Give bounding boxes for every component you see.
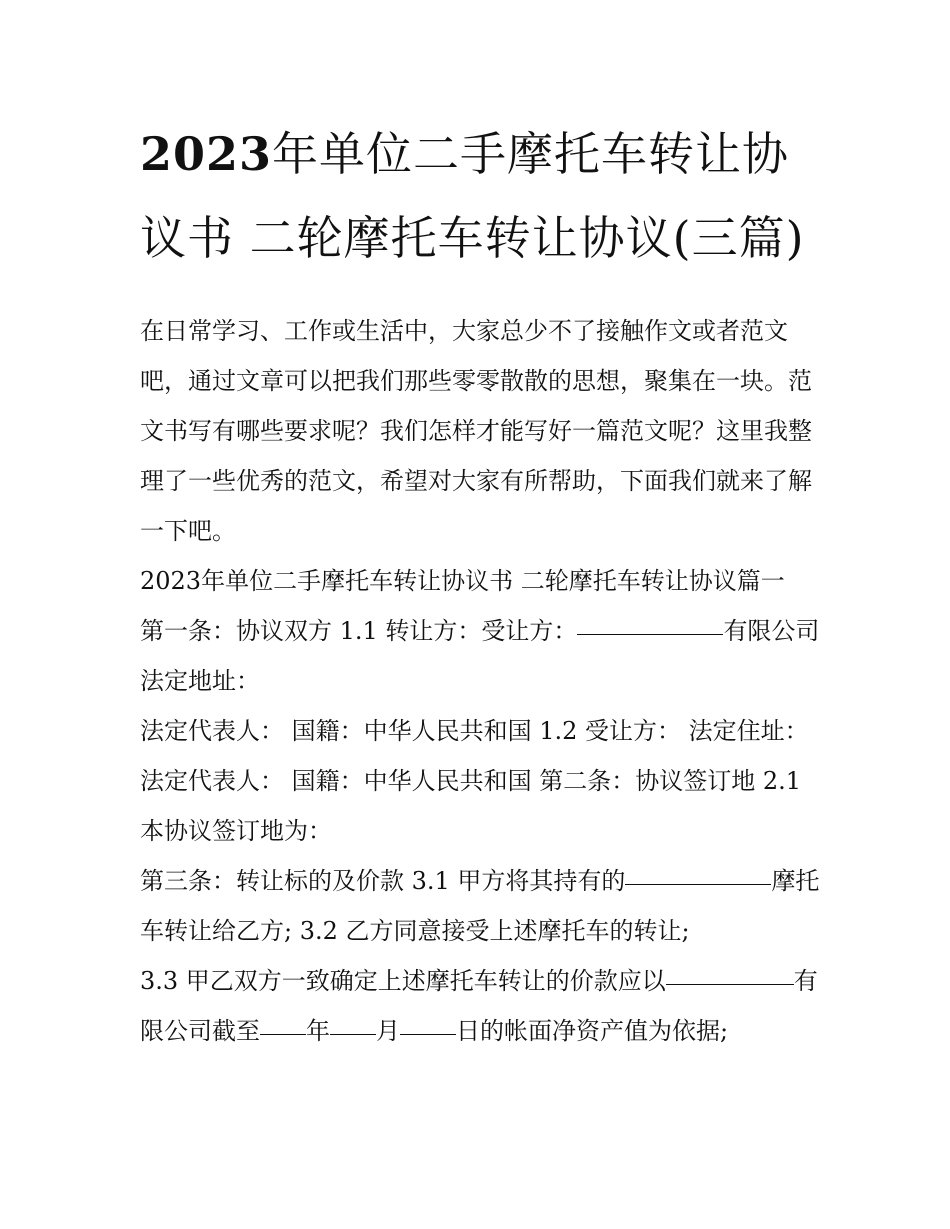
document-title <box>140 112 820 280</box>
clause-3-3-month: 月 <box>376 1017 400 1045</box>
clause-3-text-cont: 摩托车转让给乙方; 3.2 乙方同意接受上述摩托车的转让; <box>140 867 820 945</box>
clause-2-paragraph: 法定代表人： 国籍：中华人民共和国 1.2 受让方： 法定住址： 法定代表人： 国籍：中华人民共和国 第二条：协议签订地 2.1 本协议签订地为： <box>140 717 809 845</box>
title-text: 年单位二手摩托车转让协议书 二轮摩托车转让协议(三篇) <box>140 127 805 265</box>
clause-1-paragraph <box>140 606 820 706</box>
blank-line <box>400 1033 456 1035</box>
blank-line <box>666 983 794 985</box>
clause-3-3-text: 3.3 甲乙双方一致确定上述摩托车转让的价款应以 <box>140 967 666 995</box>
clause-3-3-year: 年 <box>306 1017 330 1045</box>
clause-3-paragraph <box>140 856 820 956</box>
document-page <box>140 112 820 1056</box>
section-heading: 2023年单位二手摩托车转让协议书 二轮摩托车转让协议篇一 <box>140 567 785 595</box>
clause-3-text: 第三条：转让标的及价款 3.1 甲方将其持有的 <box>140 867 626 895</box>
clause-1-text-cont: 有限公司 法定地址： <box>140 617 820 695</box>
clause-3-3-company: 有限公司截至 <box>140 967 818 1045</box>
clause-3-3-end: 日的帐面净资产值为依据; <box>456 1017 729 1045</box>
clause-3-3-paragraph <box>140 956 820 1056</box>
blank-line <box>577 633 723 635</box>
blank-line <box>330 1033 376 1035</box>
blank-line <box>625 883 771 885</box>
clause-1-text: 第一条：协议双方 1.1 转让方：受让方： <box>140 617 578 645</box>
blank-line <box>260 1033 306 1035</box>
title-year: 2023 <box>140 127 273 181</box>
intro-paragraph: 在日常学习、工作或生活中，大家总少不了接触作文或者范文吧，通过文章可以把我们那些零零散散的思想，聚集在一块。范文书写有哪些要求呢？我们怎样才能写好一篇范文呢？这里我整理了一些优秀的范文，希望对大家有所帮助，下面我们就来了解一下吧。 <box>140 317 812 545</box>
